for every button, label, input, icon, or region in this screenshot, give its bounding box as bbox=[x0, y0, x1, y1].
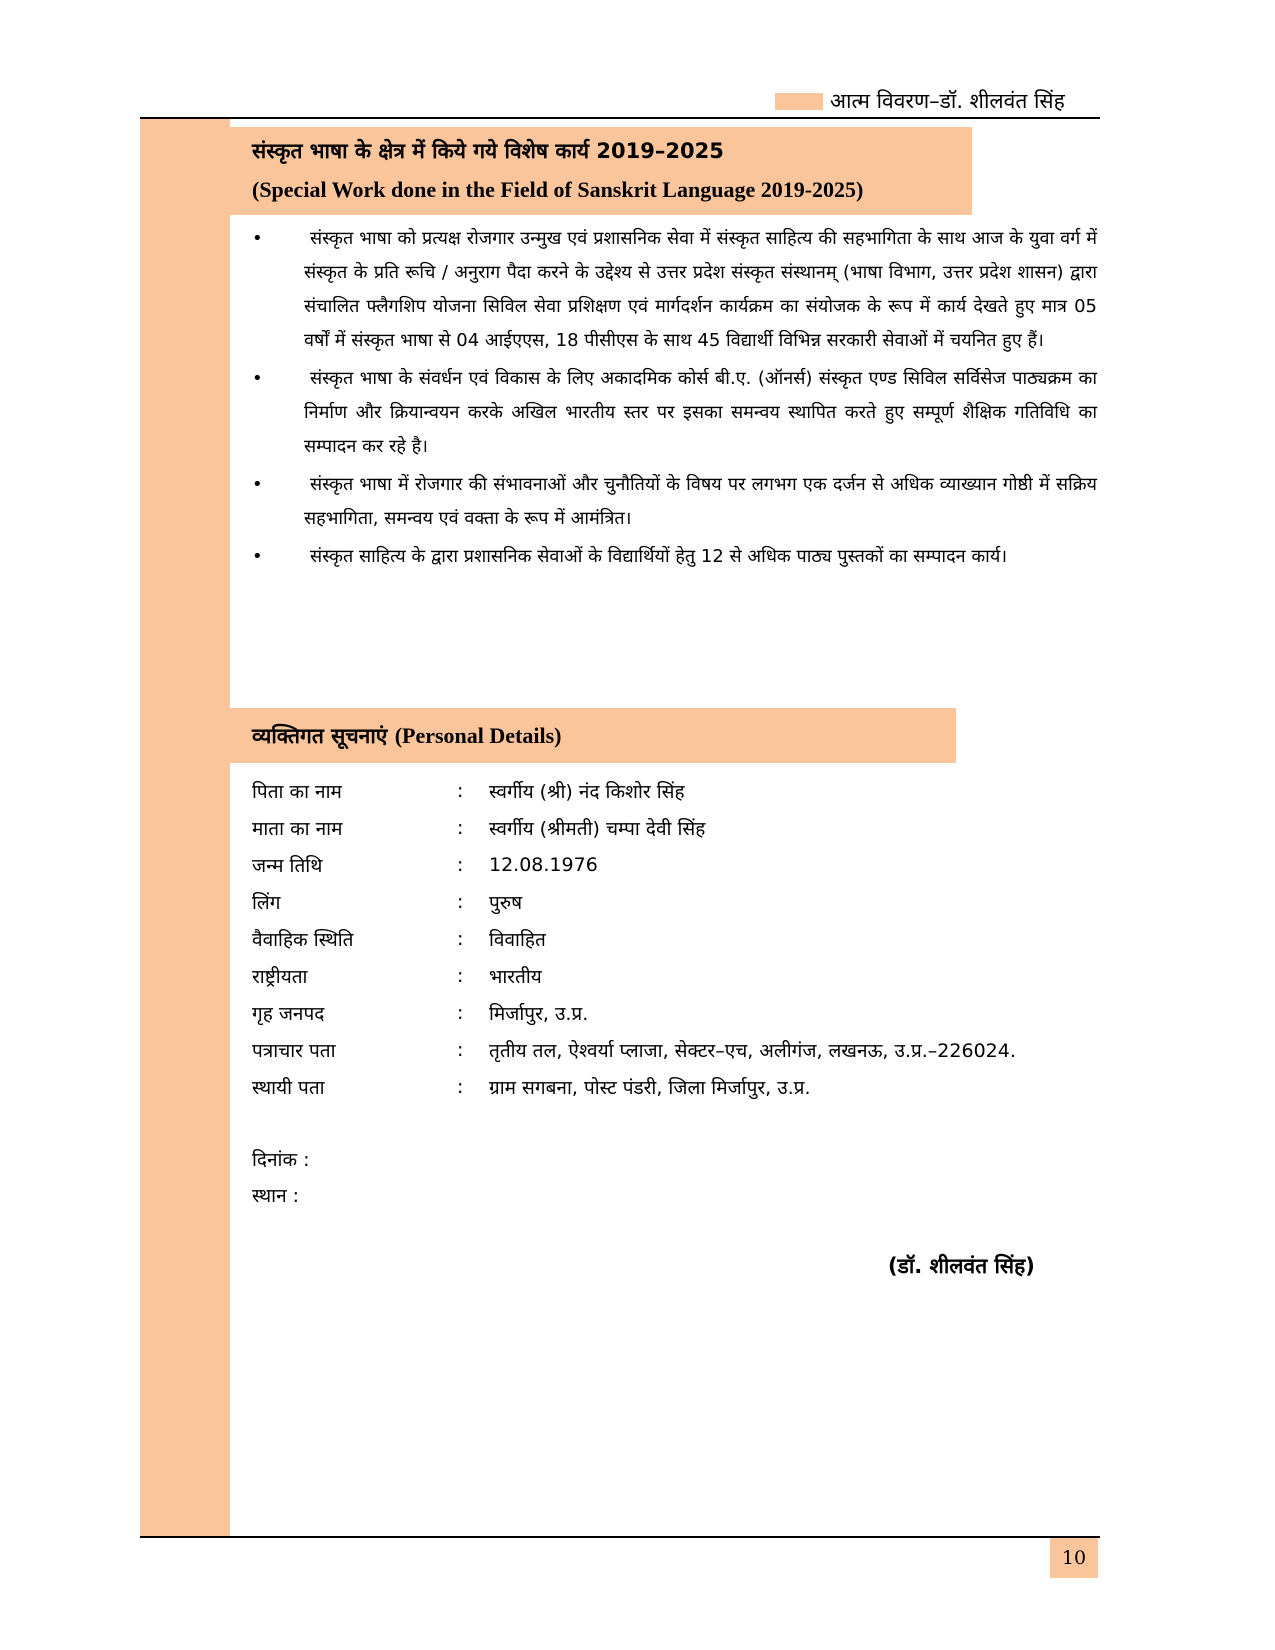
list-item-text: संस्कृत भाषा के संवर्धन एवं विकास के लिए अकादमिक कोर्स बी.ए. (ऑनर्स) संस्कृत एण्ड सिविल सर्विसेज पाठ्यक्रम का निर्माण और क्रियान्वयन करके अखिल भारतीय स्तर पर इसका समन्वय स्थापित करते हुए सम्पूर्ण शैक्षिक गतिविधि का सम्पादन कर रहे है। bbox=[304, 368, 1097, 457]
detail-value: विवाहित bbox=[489, 928, 546, 951]
section-heading-personal-details bbox=[230, 708, 956, 763]
signature-name: (डॉ. शीलवंत सिंह) bbox=[888, 1254, 1035, 1278]
detail-label: माता का नाम bbox=[252, 817, 343, 840]
detail-row-nationality bbox=[252, 957, 1016, 994]
list-item bbox=[252, 222, 1097, 358]
detail-row-marital-status bbox=[252, 920, 1016, 957]
special-work-list bbox=[252, 222, 1097, 578]
bullet-icon: • bbox=[252, 368, 263, 389]
left-accent-bar bbox=[140, 119, 230, 1536]
detail-colon: : bbox=[457, 816, 464, 839]
section-title-english: (Personal Details) bbox=[394, 723, 562, 748]
detail-colon: : bbox=[457, 1075, 464, 1098]
detail-colon: : bbox=[457, 890, 464, 913]
detail-value: स्वर्गीय (श्री) नंद किशोर सिंह bbox=[489, 780, 685, 803]
detail-row-gender bbox=[252, 883, 1016, 920]
detail-row-father bbox=[252, 772, 1016, 809]
detail-label: वैवाहिक स्थिति bbox=[252, 928, 354, 951]
detail-row-mother bbox=[252, 809, 1016, 846]
detail-colon: : bbox=[457, 1001, 464, 1024]
date-label: दिनांक : bbox=[252, 1149, 310, 1171]
detail-value: भारतीय bbox=[489, 965, 542, 988]
list-item bbox=[252, 540, 1097, 574]
detail-row-permanent-address bbox=[252, 1068, 1016, 1105]
detail-value: स्वर्गीय (श्रीमती) चम्पा देवी सिंह bbox=[489, 817, 706, 840]
bullet-icon: • bbox=[252, 474, 263, 495]
bullet-icon: • bbox=[252, 546, 263, 567]
list-item-text: संस्कृत भाषा को प्रत्यक्ष रोजगार उन्मुख एवं प्रशासनिक सेवा में संस्कृत साहित्य की सहभागिता के साथ आज के युवा वर्ग में संस्कृत के प्रति रूचि / अनुराग पैदा करने के उद्देश्य से उत्तर प्रदेश संस्कृत संस्थानम् (भाषा विभाग, उत्तर प्रदेश शासन) द्वारा संचालित फ्लैगशिप योजना सिविल सेवा प्रशिक्षण एवं मार्गदर्शन कार्यक्रम का संयोजक के रूप में कार्य देखते हुए मात्र 05 वर्षों में संस्कृत भाषा से 04 आईएएस, 18 पीसीएस के साथ 45 विद्यार्थी विभिन्न सरकारी सेवाओं में चयनित हुए हैं। bbox=[304, 228, 1097, 351]
section-title-hindi: संस्कृत भाषा के क्षेत्र में किये गये विशेष कार्य 2019–2025 bbox=[252, 139, 724, 163]
detail-row-correspondence-address bbox=[252, 1031, 1016, 1068]
footer-rule bbox=[140, 1536, 1100, 1538]
list-item-text: संस्कृत साहित्य के द्वारा प्रशासनिक सेवाओं के विद्यार्थियों हेतु 12 से अधिक पाठ्य पुस्तकों का सम्पादन कार्य। bbox=[310, 546, 1008, 567]
detail-label: लिंग bbox=[252, 891, 281, 914]
section-title-english: (Special Work done in the Field of Sanskrit Language 2019-2025) bbox=[252, 177, 864, 202]
detail-colon: : bbox=[457, 964, 464, 987]
page-number: 10 bbox=[1050, 1538, 1098, 1578]
list-item-text: संस्कृत भाषा में रोजगार की संभावनाओं और चुनौतियों के विषय पर लगभग एक दर्जन से अधिक व्याख्यान गोष्ठी में सक्रिय सहभागिता, समन्वय एवं वक्ता के रूप में आमंत्रित। bbox=[304, 474, 1097, 529]
detail-value: मिर्जापुर, उ.प्र. bbox=[489, 1002, 589, 1025]
place-label: स्थान : bbox=[252, 1185, 300, 1207]
detail-value: पुरुष bbox=[489, 891, 523, 914]
running-header-title: आत्म विवरण–डॉ. शीलवंत सिंह bbox=[830, 89, 1065, 113]
personal-details-table bbox=[252, 772, 1016, 1105]
detail-label: पिता का नाम bbox=[252, 780, 342, 803]
detail-value: ग्राम सगबना, पोस्ट पंडरी, जिला मिर्जापुर, उ.प्र. bbox=[489, 1076, 811, 1099]
header-color-swatch bbox=[775, 93, 823, 110]
section-heading-special-work bbox=[230, 127, 972, 215]
list-item bbox=[252, 362, 1097, 464]
detail-colon: : bbox=[457, 853, 464, 876]
detail-label: पत्राचार पता bbox=[252, 1039, 336, 1062]
list-item bbox=[252, 468, 1097, 536]
detail-value: तृतीय तल, ऐश्वर्या प्लाजा, सेक्टर–एच, अलीगंज, लखनऊ, उ.प्र.–226024. bbox=[489, 1039, 1016, 1062]
detail-label: राष्ट्रीयता bbox=[252, 965, 308, 988]
section-title-hindi: व्यक्तिगत सूचनाएं bbox=[252, 724, 388, 748]
detail-colon: : bbox=[457, 779, 464, 802]
detail-colon: : bbox=[457, 1038, 464, 1061]
bullet-icon: • bbox=[252, 228, 263, 249]
detail-value: 12.08.1976 bbox=[489, 853, 598, 876]
detail-row-birthdate bbox=[252, 846, 1016, 883]
detail-label: स्थायी पता bbox=[252, 1076, 325, 1099]
header-rule bbox=[140, 117, 1100, 119]
detail-colon: : bbox=[457, 927, 464, 950]
detail-label: गृह जनपद bbox=[252, 1002, 325, 1025]
detail-label: जन्म तिथि bbox=[252, 854, 323, 877]
detail-row-home-district bbox=[252, 994, 1016, 1031]
